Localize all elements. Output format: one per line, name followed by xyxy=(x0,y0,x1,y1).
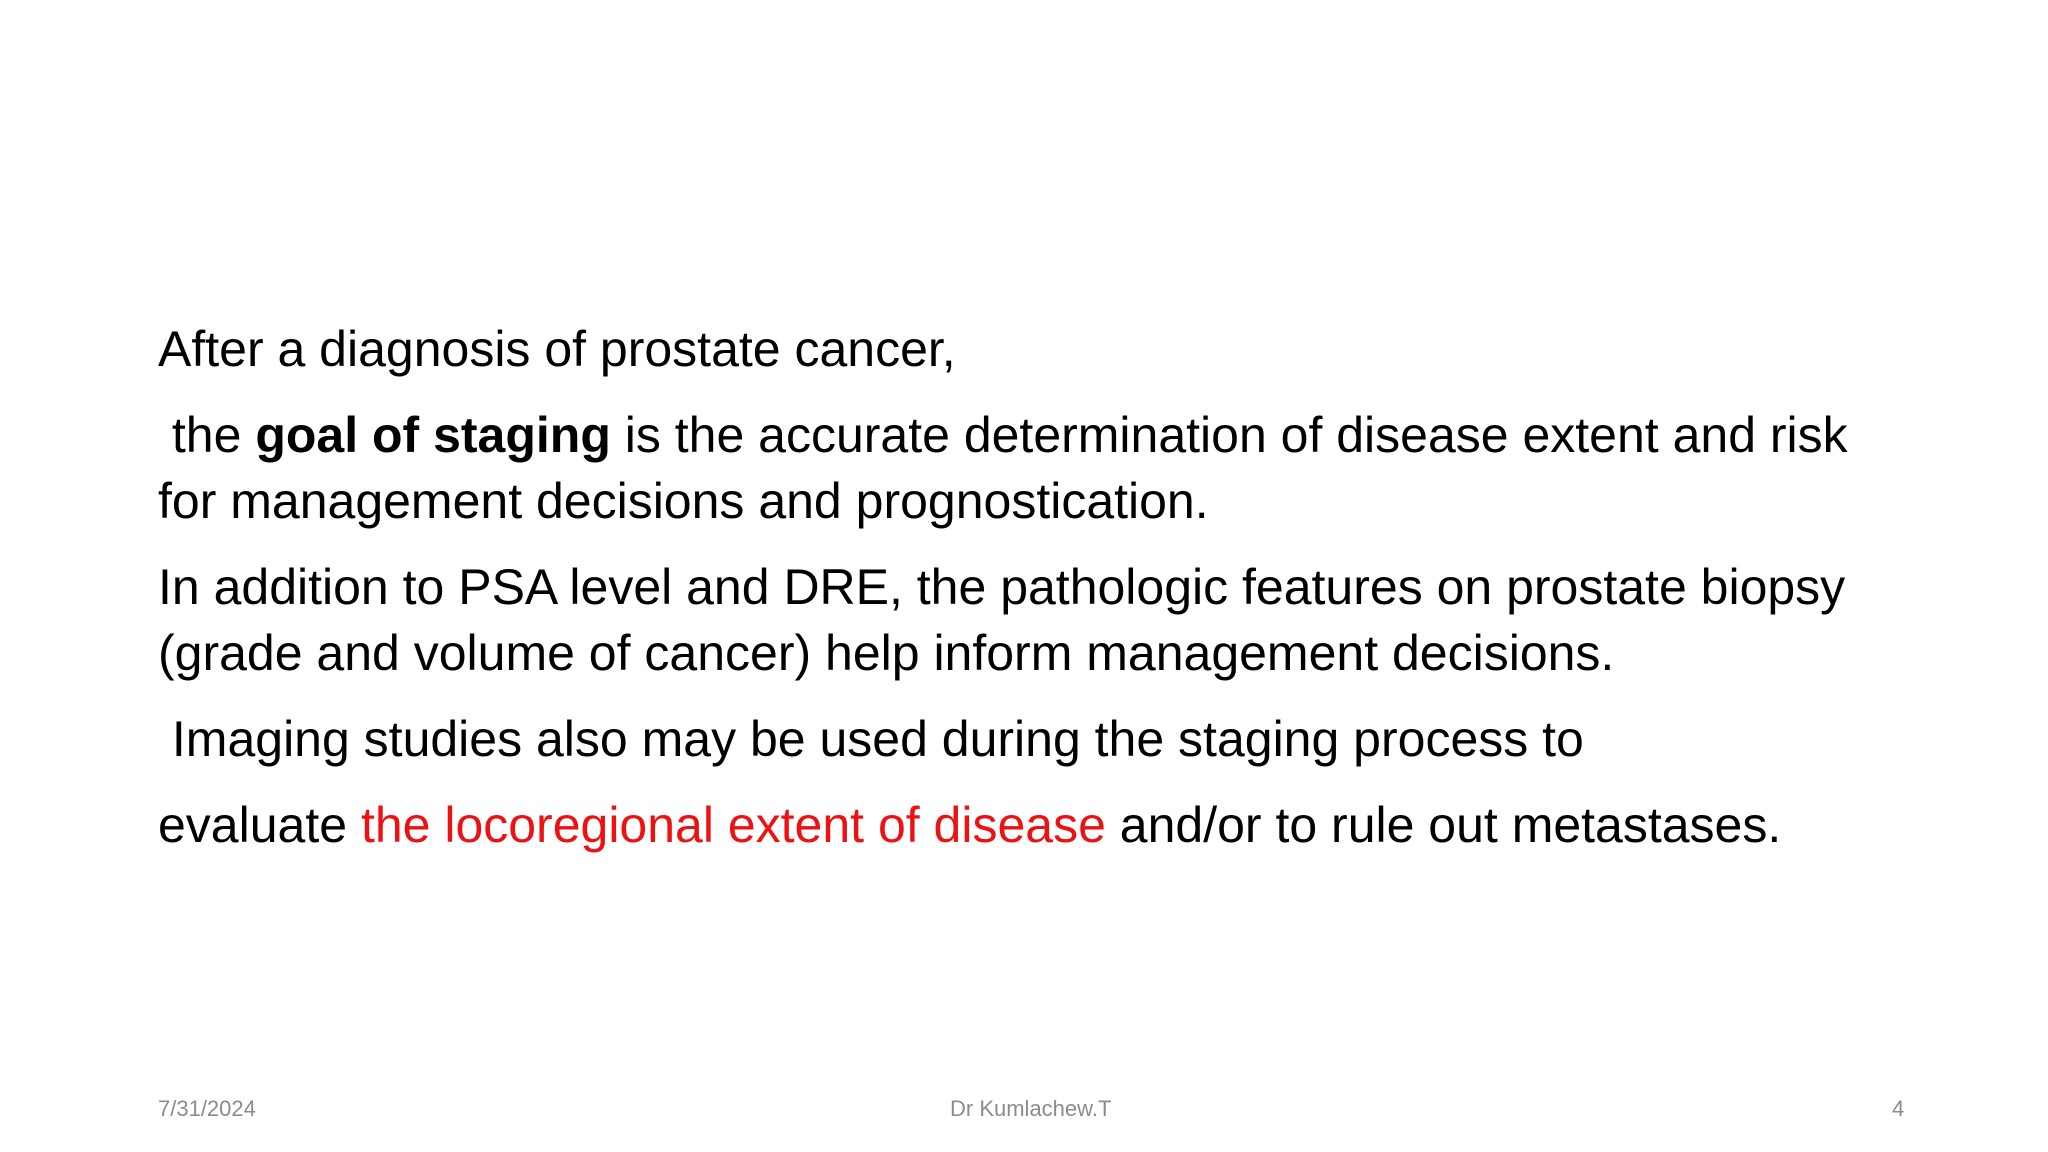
footer-author: Dr Kumlachew.T xyxy=(950,1096,1112,1121)
paragraph-diagnosis-text: After a diagnosis of prostate cancer, xyxy=(158,321,956,377)
evaluate-prefix: evaluate xyxy=(158,797,361,853)
evaluate-suffix: and/or to rule out metastases. xyxy=(1105,797,1782,853)
staging-goal-prefix: the xyxy=(158,407,256,463)
evaluate-highlight: the locoregional extent of disease xyxy=(360,797,1106,853)
paragraph-imaging-text: Imaging studies also may be used during the staging process to xyxy=(158,711,1584,767)
footer-date: 7/31/2024 xyxy=(158,1096,256,1121)
staging-goal-bold: goal of staging xyxy=(255,407,611,463)
paragraph-staging-goal xyxy=(158,402,1918,534)
paragraph-evaluate xyxy=(158,792,1918,858)
footer-page-number: 4 xyxy=(1892,1096,1905,1121)
paragraph-imaging xyxy=(158,706,1918,772)
paragraph-diagnosis xyxy=(158,316,1918,382)
staging-goal-suffix: is the accurate determination of disease extent and risk for management decisions and prognostication. xyxy=(158,407,1862,529)
paragraph-psa-dre-text: In addition to PSA level and DRE, the pathologic features on prostate biopsy (grade and volume of cancer) help inform management decisions. xyxy=(158,559,1846,681)
slide-body xyxy=(158,316,1918,878)
paragraph-psa-dre xyxy=(158,554,1918,686)
